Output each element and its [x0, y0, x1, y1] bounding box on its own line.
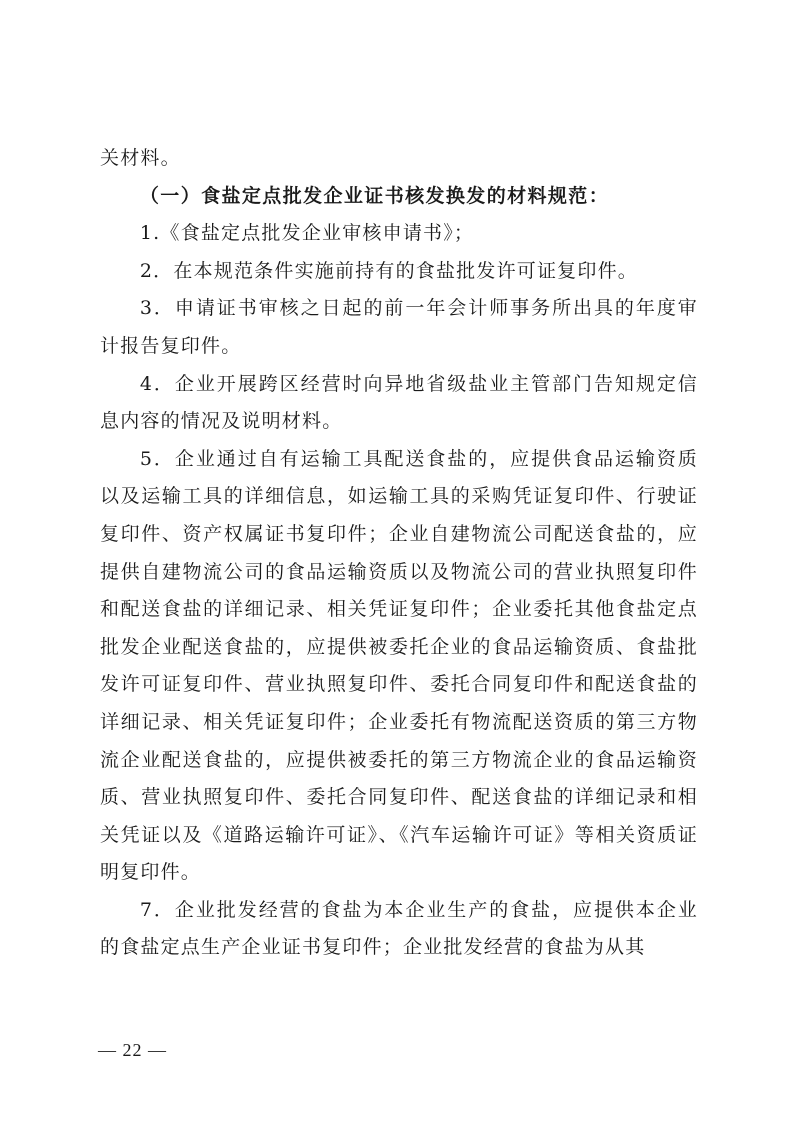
list-item-7: 7．企业批发经营的食盐为本企业生产的食盐，应提供本企业的食盐定点生产企业证书复印件；企业批发经营的食盐为从其	[100, 898, 698, 959]
list-item-4: 4．企业开展跨区经营时向异地省级盐业主管部门告知规定信息内容的情况及说明材料。	[100, 372, 698, 433]
continuation-text: 关材料。	[100, 147, 181, 169]
list-item-3: 3．申请证书审核之日起的前一年会计师事务所出具的年度审计报告复印件。	[100, 297, 698, 357]
list-item-1: 1.《食盐定点批发企业审核申请书》；	[139, 222, 475, 245]
section-heading: （一）食盐定点批发企业证书核发换发的材料规范：	[139, 184, 610, 207]
list-item-5: 5．企业通过自有运输工具配送食盐的，应提供食品运输资质以及运输工具的详细信息，如运输工具的采购凭证复印件、行驶证复印件、资产权属证书复印件；企业自建物流公司配送食盐的，应提供自建物流公司的食品运输资质以及物流公司的营业执照复印件和配送食盐的详细记录、相关凭证复印件；企业委托其他食盐定点批发企业配送食盐的，应提供被委托企业的食品运输资质、食盐批发许可证复印件、营业执照复印件、委托合同复印件和配送食盐的详细记录、相关凭证复印件；企业委托有物流配送资质的第三方物流企业配送食盐的，应提供被委托的第三方物流企业的食品运输资质、营业执照复印件、委托合同复印件、配送食盐的详细记录和相关凭证以及《道路运输许可证》、《汽车运输许可证》等相关资质证明复印件。	[100, 447, 698, 884]
page-number: — 22 —	[98, 1040, 167, 1060]
list-item-2: 2．在本规范条件实施前持有的食盐批发许可证复印件。	[139, 259, 638, 282]
document-body	[100, 140, 698, 967]
